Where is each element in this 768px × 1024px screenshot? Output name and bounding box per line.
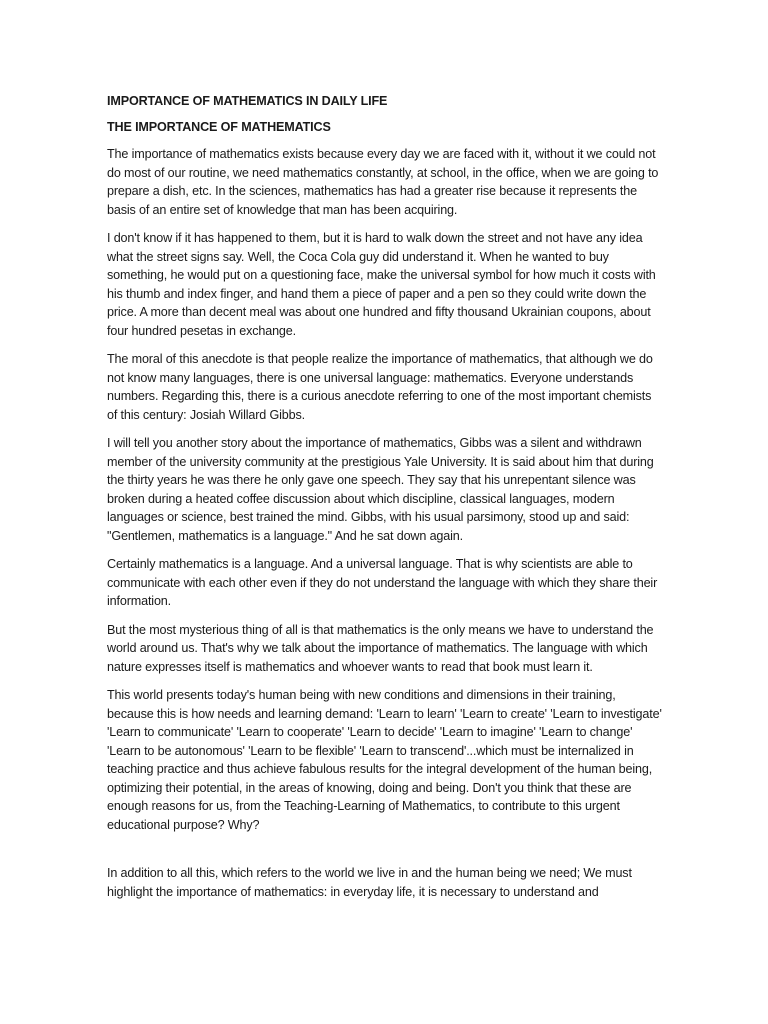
paragraph-2: I don't know if it has happened to them, but it is hard to walk down the street and not have any idea what the street signs say. Well, the Coca Cola guy did understand it. When he wanted to buy something, he would put on a questioning face, make the universal symbol for how much it costs with his thumb and index finger, and hand them a piece of paper and a pen so they could write down the price. A more than decent meal was about one hundred and fifty thousand Ukrainian coupons, about four hundred pesetas in exchange. <box>107 231 656 338</box>
paragraph-4: I will tell you another story about the importance of mathematics, Gibbs was a silent and withdrawn member of the university community at the prestigious Yale University. It is said about him that during the thirty years he was there he only gave one speech. They say that his unrepentant silence was broken during a heated coffee discussion about which discipline, classical languages, modern languages or science, best trained the mind. Gibbs, with his usual parsimony, stood up and said: "Gentlemen, mathematics is a language." And he sat down again. <box>107 436 654 543</box>
section-heading: THE IMPORTANCE OF MATHEMATICS <box>107 120 331 134</box>
document-title: IMPORTANCE OF MATHEMATICS IN DAILY LIFE <box>107 94 388 108</box>
paragraph-6: But the most mysterious thing of all is that mathematics is the only means we have to understand the world around us. That's why we talk about the importance of mathematics. The language with which nature expresses itself is mathematics and whoever wants to read that book must learn it. <box>107 622 654 674</box>
paragraph-1: The importance of mathematics exists because every day we are faced with it, without it we could not do most of our routine, we need mathematics constantly, at school, in the office, when we are going to prepare a dish, etc. In the sciences, mathematics has had a greater rise because it represents the basis of an entire set of knowledge that man has been acquiring. <box>107 147 659 217</box>
paragraph-7: This world presents today's human being with new conditions and dimensions in their training, because this is how needs and learning demand: 'Learn to learn' 'Learn to create' 'Learn to investigate' 'Learn to communicate' 'Learn to cooperate' 'Learn to decide' 'Learn to imagine' 'Learn to change' 'Learn to be autonomous' 'Learn to be flexible' 'Learn to transcend'...which must be internalized in teaching practice and thus achieve fabulous results for the integral development of the human being, optimizing their potential, in the areas of knowing, doing and being. Don't you think that these are enough reasons for us, from the Teaching-Learning of Mathematics, to contribute to this urgent educational purpose? Why? <box>107 688 662 832</box>
paragraph-3: The moral of this anecdote is that people realize the importance of mathematics, that although we do not know many languages, there is one universal language: mathematics. Everyone understands numbers. Regarding this, there is a curious anecdote referring to one of the most important chemists of this century: Josiah Willard Gibbs. <box>107 352 653 422</box>
document-page <box>107 94 663 911</box>
paragraph-5: Certainly mathematics is a language. And a universal language. That is why scientists are able to communicate with each other even if they do not understand the language with which they share their information. <box>107 557 658 608</box>
paragraph-8: In addition to all this, which refers to the world we live in and the human being we need; We must highlight the importance of mathematics: in everyday life, it is necessary to understand and <box>107 866 632 899</box>
